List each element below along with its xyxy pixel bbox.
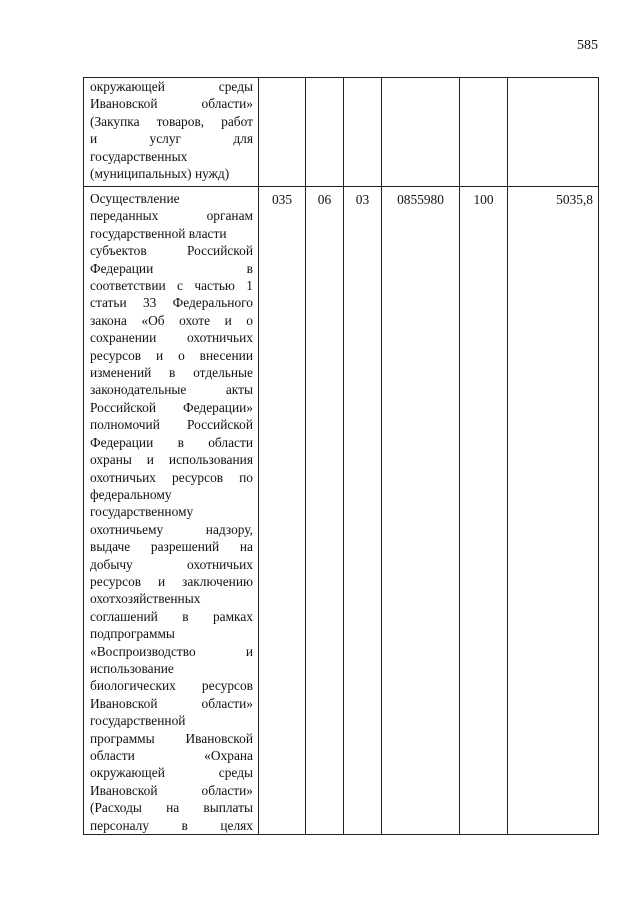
description-line: и услуг для [90, 131, 253, 147]
row-description [84, 187, 259, 835]
expense-type-cell [460, 78, 508, 187]
description-line: Ивановской области» [90, 96, 253, 112]
description-line: использование [90, 660, 174, 676]
description-line: государственной [90, 713, 186, 729]
description-line: закона «Об охоте и о [90, 312, 253, 328]
target-article-cell: 0855980 [382, 187, 460, 835]
description-line: Ивановской области» [90, 695, 253, 711]
description-line: области «Охрана [90, 748, 253, 763]
description-line: Федерации в области [90, 434, 253, 450]
description-line: программы Ивановской [90, 730, 253, 746]
description-line: (Закупка товаров, работ [90, 113, 253, 129]
description-line: охотхозяйственных [90, 591, 201, 607]
description-line: сохранении охотничьих [90, 330, 253, 346]
page-number: 585 [577, 38, 598, 53]
description-line: ресурсов и заключению [90, 573, 253, 589]
description-line: окружающей среды [90, 765, 253, 781]
description-line: Федерации в [90, 260, 253, 276]
target-article-cell [382, 78, 460, 187]
description-line: соглашений в рамках [90, 608, 253, 624]
description-line: соответствии с частью 1 [90, 278, 253, 294]
ministry-code-cell: 035 [259, 187, 306, 835]
description-line: государственных [90, 148, 188, 164]
table-row [84, 78, 599, 187]
description-line: полномочий Российской [90, 417, 253, 433]
description-line: статьи 33 Федерального [90, 295, 253, 311]
subsection-cell [344, 78, 382, 187]
description-line: ресурсов и о внесении [90, 347, 253, 363]
subsection-cell: 03 [344, 187, 382, 835]
description-line: охраны и использования [90, 452, 253, 468]
amount-cell [508, 78, 599, 187]
description-line: охотничьему надзору, [90, 521, 253, 537]
description-line: выдаче разрешений на [90, 539, 253, 555]
description-line: биологических ресурсов [90, 678, 253, 694]
description-line: (Расходы на выплаты [90, 800, 253, 816]
description-line: субъектов Российской [90, 243, 253, 259]
section-cell [306, 78, 344, 187]
ministry-code-cell [259, 78, 306, 187]
description-line: изменений в отдельные [90, 365, 253, 381]
description-line: Ивановской области» [90, 782, 253, 798]
description-line: Российской Федерации» [90, 399, 253, 415]
row-description [84, 78, 259, 187]
description-line: (муниципальных) нужд) [90, 166, 230, 182]
description-line: подпрограммы [90, 626, 175, 642]
description-line: государственной власти [90, 225, 227, 241]
description-line: Осуществление [90, 191, 180, 206]
description-line: добычу охотничьих [90, 556, 253, 572]
description-line: переданных органам [90, 208, 253, 224]
amount-cell: 5035,8 [508, 187, 599, 835]
description-line: «Воспроизводство и [90, 643, 253, 659]
description-line: федеральному [90, 486, 172, 502]
section-cell: 06 [306, 187, 344, 835]
description-line: окружающей среды [90, 79, 253, 94]
description-line: охотничьих ресурсов по [90, 469, 253, 485]
description-line: государственному [90, 504, 194, 520]
description-line: персоналу в целях [90, 817, 253, 833]
expense-type-cell: 100 [460, 187, 508, 835]
description-line: законодательные акты [90, 382, 253, 398]
table-row [84, 187, 599, 835]
budget-table [83, 77, 599, 835]
